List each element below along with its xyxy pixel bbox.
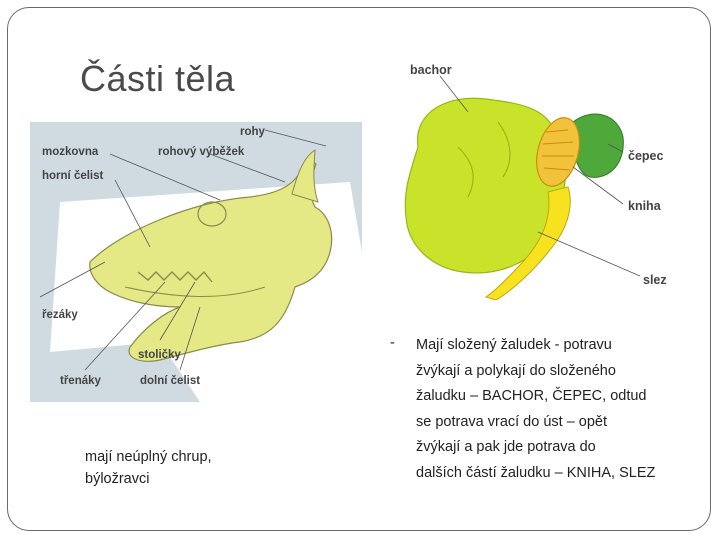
caption-line: býložravci: [85, 471, 150, 487]
label-dolni-celist: dolní čelist: [140, 375, 201, 387]
label-bachor: bachor: [410, 63, 452, 77]
label-rohy: rohy: [240, 126, 265, 138]
horn: [292, 150, 318, 202]
reticulum: [572, 114, 623, 177]
label-mozkovna: mozkovna: [42, 146, 99, 158]
label-cepec: čepec: [628, 149, 664, 163]
bullet-marker: -: [390, 335, 395, 351]
label-kniha: kniha: [628, 199, 661, 213]
body-line: žvýkají a pak jde potrava do: [416, 439, 596, 455]
pointer-mozkovna: [110, 154, 220, 200]
body-line: Mají složený žaludek - potravu: [416, 337, 612, 353]
label-rohovy-vybezek: rohový výběžek: [158, 146, 245, 158]
stomach-illustration: [378, 52, 683, 300]
pointer-rohovy-vybezek: [210, 154, 285, 182]
body-line: se potrava vrací do úst – opět: [416, 413, 608, 430]
body-line: žaludku – BACHOR, ČEPEC, odtud: [416, 388, 647, 404]
skull-illustration: [30, 122, 362, 402]
label-rezaky: řezáky: [42, 309, 78, 321]
label-slez: slez: [643, 273, 667, 287]
body-text: [416, 333, 691, 486]
body-line: žvýkají a polykají do složeného: [416, 362, 616, 379]
label-stolicky: stoličky: [138, 349, 181, 361]
slide-title: Části těla: [80, 58, 236, 99]
label-horni-celist: horní čelist: [42, 170, 104, 182]
body-line: dalších částí žaludku – KNIHA, SLEZ: [416, 464, 656, 481]
label-trenaky: třenáky: [60, 375, 101, 387]
caption-line: mají neúplný chrup,: [85, 449, 212, 465]
pointer-slez: [538, 232, 640, 276]
caption-text: [85, 446, 212, 490]
pointer-rohy: [265, 130, 326, 146]
